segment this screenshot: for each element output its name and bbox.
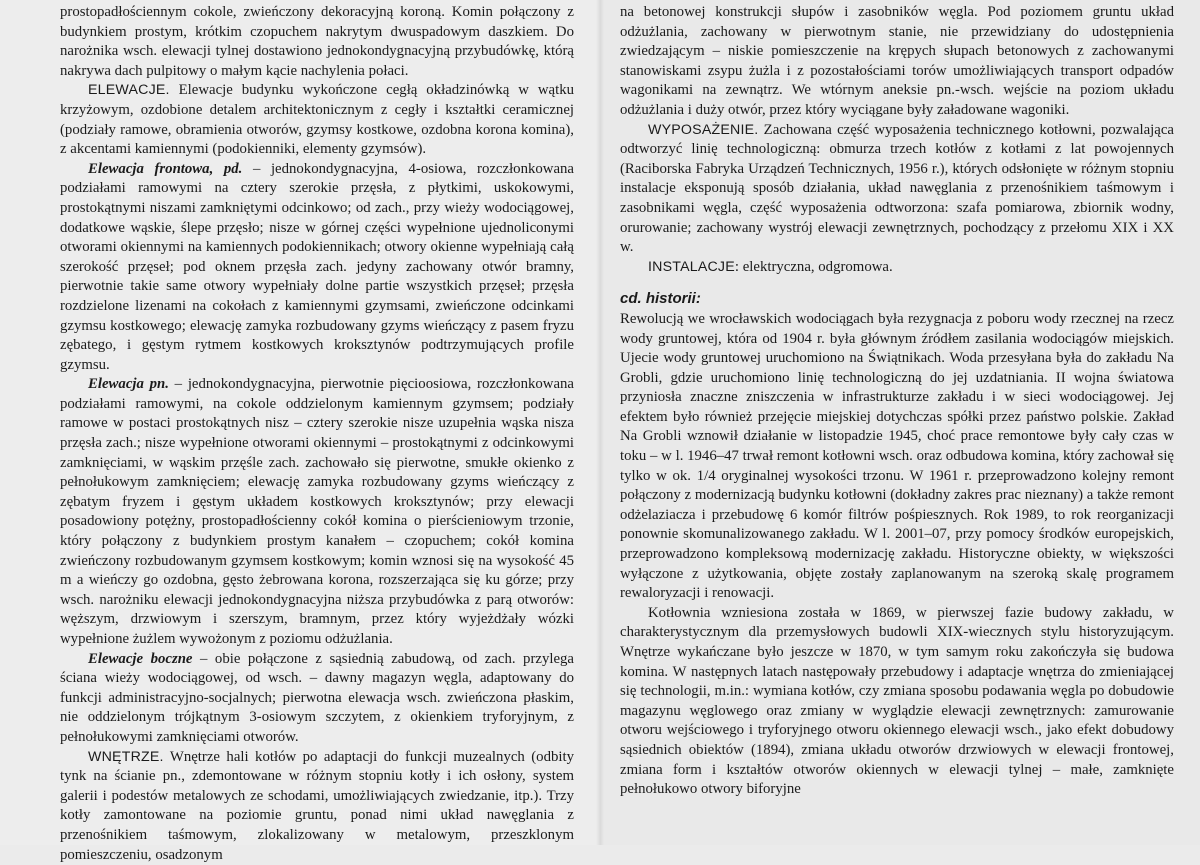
heading-elewacja-frontowa: Elewacja frontowa, pd.: [88, 160, 243, 177]
heading-elewacje-boczne: Elewacje boczne: [88, 650, 193, 667]
text-elewacja-pn: – jednokondygnacyjna, pierwotnie pięcioosiowa, rozczłonkowana podziałami ramowymi, na cokole oddzielonym kamiennym gzymsem; podziały ramowe w postaci prostokątnych nisz – cztery szerokie nisze uzupełnia wąska nisza przęsła zach.; nisze wypełnione otworami okiennymi – prostokątnymi z odcinkowymi zamknięciami, w wąskim przęśle zach. zachowało się pierwotne, smukłe okienko z pełnołukowym zamknięciem; elewację zamyka rozbudowany gzyms wieńczący z zębatym fryzem i gęstym układem kostkowych kroksztynów; przy elewacji posadowiony potężny, prostopadłościenny cokół komina o pierścieniowym trzonie, który połączony z budynkiem prostym kanałem – czopuchem; cokół komina zwieńczony rozbudowanym gzymsem kostkowym; komin wznosi się na wysokość 45 m a wieńczy go ozdobna, gęsto żebrowana korona, rozszerzająca się ku górze; przy wsch. narożniku elewacji jednokondygnacyjna niższa przybudówka z parą otworów: węższym, drzwiowym i szerszym, bramnym, przez który wyjeżdżały wózki wypełnione żużlem wywożonym z poziomu odżużlania.: [60, 376, 574, 647]
heading-elewacja-pn: Elewacja pn.: [88, 376, 169, 393]
paragraph-elewacje: [60, 81, 574, 159]
paragraph-instalacje: [620, 258, 1174, 278]
heading-wyposazenie: WYPOSAŻENIE.: [648, 121, 759, 138]
paragraph-elewacje-boczne: [60, 650, 574, 748]
text-wyposazenie: Zachowana część wyposażenia technicznego kotłowni, pozwalająca odtworzyć linię technologiczną: obmurza trzech kotłów z kotłami z lat powojennych (Raciborska Fabryka Urządzeń Technicznych, 1956 r.), których odsłonięte w różnym stopniu instalacje eksponują sposób działania, układ nawęglania z przenośnikiem taśmowym i zasobnikami węgla, część wyposażenia odtworzona: szafa pomiarowa, zbiornik wodny, orurowanie; zachowany wystrój elewacji zewnętrznych, pochodzący z przełomu XIX i XX w.: [620, 121, 1174, 256]
right-page: [600, 0, 1200, 845]
text-elewacja-frontowa: – jednokondygnacyjna, 4-osiowa, rozczłonkowana podziałami ramowymi na cztery szerokie przęsła, z płytkimi, uskokowymi, prostokątnymi niszami zamkniętymi odcinkowo; od zach., przy wieży wodociągowej, dodatkowe wąskie, ślepe przęsło; nisze w górnej części wypełnione ujednoliconymi otworami okiennymi na kamiennych podokiennikach; otwory okienne wypełniają całą szerokość przęseł; pod oknem przęsła zach. jedyny zachowany otwór bramny, pierwotnie takie same otwory wypełniały dolne partie wszystkich przęseł; przęsła rozdzielone lizenami na cokołach z kamiennymi gzymsami, zwieńczone odcinkami gzymsu kostkowego; elewację zamyka rozbudowany gzyms wieńczący z pasem fryzu zębatego, i gęstym rytmem kostkowych kroksztynów podtrzymujących profile gzymsu.: [60, 160, 574, 373]
paragraph-historia-1: Rewolucją we wrocławskich wodociągach była rezygnacja z poboru wody rzecznej na rzecz wody gruntowej, która od 1904 r. była głównym źródłem zasilania wodociągów miejskich. Ujecie wody gruntowej uruchomiono na Świątnikach. Woda przesyłana była do zakładu Na Grobli, gdzie uruchomiono linię technologiczną do jej uzdatniania. II wojna światowa przyniosła znaczne zniszczenia w infrastrukturze zakładu i w sieci wodociągowej. Jej efektem było również przejęcie miejskiej dotychczas spółki przez państwo polskie. Zakład Na Grobli wznowił działanie w listopadzie 1945, choć prace remontowe były cały czas w toku – w l. 1946–47 trwał remont kotłowni wsch. oraz odbudowa komina, który zachował się tylko w ok. 1/4 oryginalnej wysokości trzonu. W 1961 r. przeprowadzono kolejny remont połączony z modernizacją budynku kotłowni (dokładny zakres prac nieznany) a także remont odżelaziacza i przebudowę 6 komór filtrów pośpiesznych. Rok 1989, to rok reorganizacji ponownie skomunalizowanego zakładu. W l. 2001–07, przy pomocy środków europejskich, przeprowadzono kompleksową modernizację zakładu. Historyczne obiekty, w większości wyłączone z użytkowania, objęte zostały zaplanowanym na szeroką skalę programem rewaloryzacji i renowacji.: [620, 310, 1174, 602]
paragraph-historia-2: Kotłownia wzniesiona została w 1869, w pierwszej fazie budowy zakładu, w charakterystycznym dla przemysłowych budowli XIX-wiecznych stylu historyzującym. Wnętrze wykańczane było jeszcze w 1870, w tym samym roku zakończyła się budowa komina. W następnych latach następowały przebudowy i adaptacje wnętrza do zmieniającej się technologii, m.in.: wymiana kotłów, czy zmiana sposobu podawania węgla po dobudowie magazynu węglowego oraz zmiany w wyglądzie elewacji zewnętrznych: zamurowanie otworu wejściowego i tryforyjnego otworu okiennego elewacji wsch., jako efekt dobudowy sąsiednich obiektów (1894), zmiana układu otworów drzwiowych w elewacji frontowej, zmiana form i kształtów otworów okiennych w elewacji tylnej – małe, zamknięte pełnołukowo otwory biforyjne: [620, 604, 1174, 798]
left-column: [60, 3, 574, 865]
paragraph-wyposazenie: [620, 121, 1174, 258]
text-elewacje-boczne: – obie połączone z sąsiednią zabudową, od zach. przylega ściana wieży wodociągowej, od wsch. – dawny magazyn węgla, adaptowany do funkcji administracyjno-socjalnych; pierwotna elewacja wsch. zwieńczona płaskim, nie oddzielonym trójkątnym 3-osiowym szczytem, z okienkiem tryforyjnym, z pełnołukowymi zamknięciami otworów.: [60, 650, 574, 745]
text-instalacje: : elektryczna, odgromowa.: [734, 258, 893, 275]
heading-wnetrze: WNĘTRZE.: [88, 748, 164, 765]
heading-elewacje: ELEWACJE.: [88, 82, 170, 99]
heading-cd-historii: cd. historii:: [620, 290, 701, 308]
text-wnetrze: Wnętrze hali kotłów po adaptacji do funkcji muzealnych (odbity tynk na ścianie pn., zdemontowane w różnym stopniu kotły i ich osłony, system galerii i podestów metalowych ze schodami, umożliwiających zwiedzanie, itp.). Trzy kotły zamontowane na poziomie gruntu, ponad nimi układ nawęglania z przenośnikiem taśmowym, zlokalizowany w metalowym, przeszklonym pomieszczeniu, osadzonym: [60, 748, 574, 863]
paragraph-odzuzlanie: na betonowej konstrukcji słupów i zasobników węgla. Pod poziomem gruntu układ odżużlania, zachowany w pierwotnym stanie, nie przewidziany do udostępnienia zwiedzającym – niskie pomieszczenie na krępych słupach betonowych z zachowanymi stanowiskami zsypu żużla i z pozostałościami torów umożliwiających transport odpadów wagonikami na zewnątrz. We wtórnym aneksie pn.-wsch. wejście na poziom układu odżużlania i duży otwór, przez który wyciągane były załadowane wagoniki.: [620, 4, 1174, 118]
paragraph-wnetrze: [60, 748, 574, 865]
paragraph-elewacja-pn: [60, 375, 574, 649]
page-fold: [596, 0, 604, 845]
right-column: [620, 3, 1174, 800]
heading-instalacje: INSTALACJE: [648, 258, 735, 275]
paragraph-elewacja-frontowa: [60, 160, 574, 376]
paragraph-cokol: prostopadłościennym cokole, zwieńczony dekoracyjną koroną. Komin połączony z budynkiem prostym, krótkim czopuchem nakrytym dwuspadowym daszkiem. Do narożnika wsch. elewacji tylnej dostawiono jednokondygnacyjną przybudówkę, którą nakrywa dach pulpitowy o małym kącie nachylenia połaci.: [60, 4, 574, 79]
left-page: [0, 0, 600, 863]
text-elewacje: Elewacje budynku wykończone cegłą okładzinówką w wątku krzyżowym, ozdobione detalem architektonicznym z cegły i kształtki ceramicznej (podziały ramowe, obramienia otworów, gzymsy kostkowe, ozdobna korona komina), z akcentami kamiennymi (podokienniki, elementy gzymsów).: [60, 82, 574, 158]
